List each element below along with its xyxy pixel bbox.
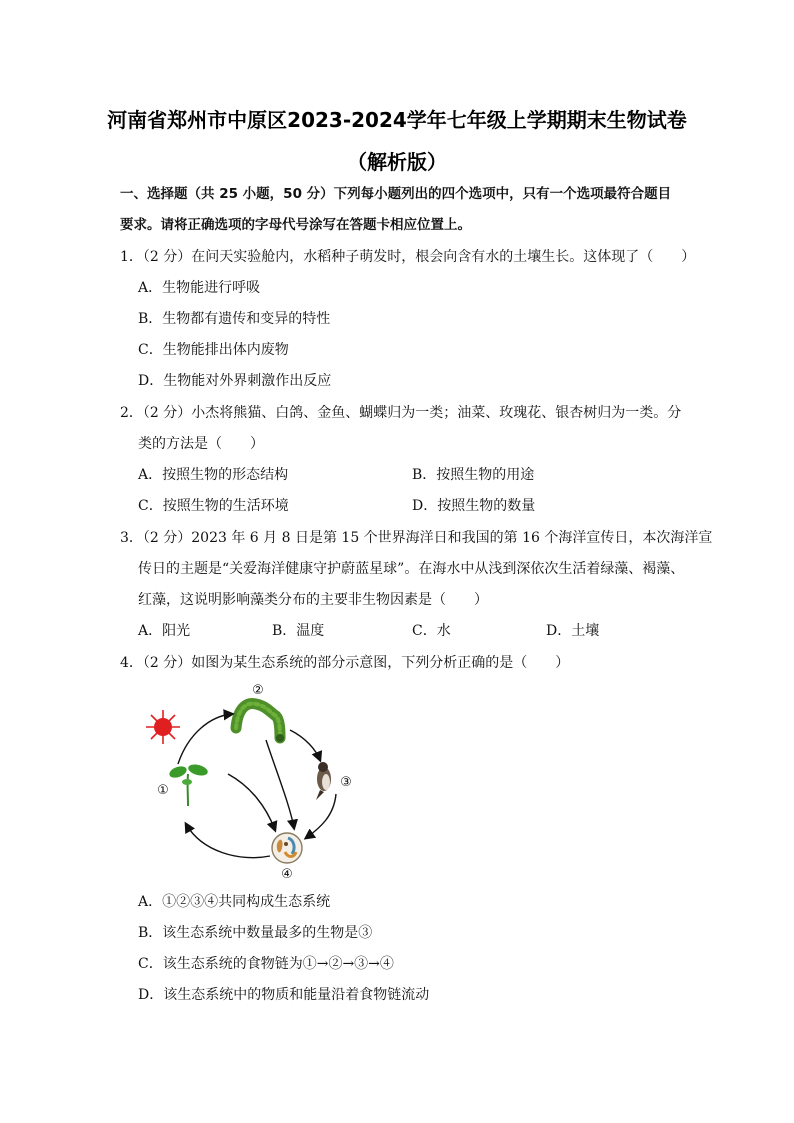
plant-icon bbox=[168, 763, 209, 806]
question-2-stem-line1: 2．（2 分）小杰将熊猫、白鸽、金鱼、蝴蝶归为一类；油菜、玫瑰花、银杏树归为一类。分 bbox=[120, 405, 682, 421]
exam-title: 河南省郑州市中原区2023-2024学年七年级上学期期末生物试卷 bbox=[107, 108, 687, 132]
question-1-option-c: C．生物能排出体内废物 bbox=[138, 342, 289, 358]
label-1: ① bbox=[157, 783, 169, 798]
caterpillar-icon bbox=[236, 704, 284, 742]
question-1-option-b: B．生物都有遗传和变异的特性 bbox=[138, 311, 331, 327]
question-2-option-c: C．按照生物的生活环境 bbox=[138, 498, 289, 514]
section-instructions-line2: 要求。请将正确选项的字母代号涂写在答题卡相应位置上。 bbox=[120, 217, 471, 233]
question-1-option-d: D．生物能对外界刺激作出反应 bbox=[138, 373, 332, 389]
question-4-stem: 4．（2 分）如图为某生态系统的部分示意图，下列分析正确的是（ ） bbox=[120, 655, 570, 671]
question-3-stem-line1: 3．（2 分）2023 年 6 月 8 日是第 15 个世界海洋日和我国的第 16 个海洋宣传日，本次海洋宣 bbox=[120, 530, 713, 546]
question-3-option-a: A．阳光 bbox=[138, 623, 191, 639]
question-2-option-a: A．按照生物的形态结构 bbox=[138, 467, 289, 483]
sun-icon bbox=[146, 710, 180, 744]
label-4: ④ bbox=[281, 867, 293, 882]
question-4-option-d: D．该生态系统中的物质和能量沿着食物链流动 bbox=[138, 987, 430, 1003]
question-4-option-a: A．①②③④共同构成生态系统 bbox=[138, 894, 331, 910]
question-2-stem-line2: 类的方法是（ ） bbox=[138, 436, 264, 452]
question-3-option-d: D．土壤 bbox=[546, 623, 600, 639]
bird-icon bbox=[316, 762, 331, 800]
question-1-option-a: A．生物能进行呼吸 bbox=[138, 280, 261, 296]
ecosystem-diagram bbox=[130, 676, 370, 886]
section-instructions-line1: 一、选择题（共 25 小题，50 分）下列每小题列出的四个选项中，只有一个选项最符合题目 bbox=[120, 186, 672, 202]
question-2-option-d: D．按照生物的数量 bbox=[412, 498, 536, 514]
flow-arrows bbox=[178, 714, 336, 858]
question-3-stem-line2: 传日的主题是“关爱海洋健康守护蔚蓝星球”。在海水中从浅到深依次生活着绿藻、褐藻、 bbox=[138, 561, 685, 577]
decomposer-icon bbox=[272, 833, 302, 863]
label-3: ③ bbox=[340, 775, 352, 790]
question-1-stem: 1．（2 分）在问天实验舱内，水稻种子萌发时，根会向含有水的土壤生长。这体现了（ ） bbox=[120, 249, 696, 265]
question-3-option-c: C．水 bbox=[412, 623, 451, 639]
question-3-stem-line3: 红藻，这说明影响藻类分布的主要非生物因素是（ ） bbox=[138, 592, 488, 608]
label-2: ② bbox=[252, 683, 264, 698]
question-2-option-b: B．按照生物的用途 bbox=[412, 467, 535, 483]
exam-subtitle: （解析版） bbox=[347, 150, 447, 174]
question-4-option-c: C．该生态系统的食物链为①→②→③→④ bbox=[138, 956, 394, 972]
question-3-option-b: B．温度 bbox=[272, 623, 325, 639]
question-4-option-b: B．该生态系统中数量最多的生物是③ bbox=[138, 925, 373, 941]
